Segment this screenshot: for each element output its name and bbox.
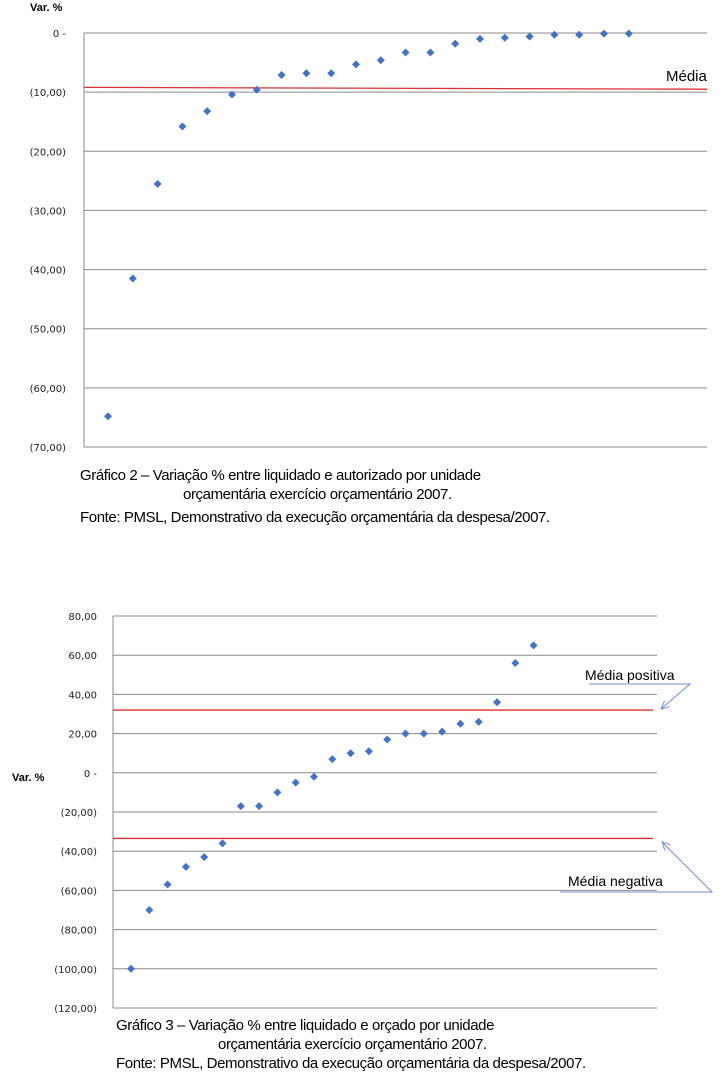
chart-2-data-point (347, 749, 355, 757)
chart-1-source: Fonte: PMSL, Demonstrativo da execução orçamentária da despesa/2007. (80, 509, 550, 526)
chart-2-data-point (200, 853, 208, 861)
chart-1-data-point (550, 31, 558, 39)
chart-2-data-point (475, 718, 483, 726)
chart-1-reference-line (84, 87, 707, 89)
chart-1-y-tick-label: (20,00) (29, 147, 66, 159)
chart-2-data-point (328, 755, 336, 763)
chart-1-data-point (154, 180, 162, 188)
chart-1-data-point (426, 49, 434, 57)
chart-1-data-point (129, 274, 137, 282)
chart-1-caption-line-1: Gráfico 2 – Variação % entre liquidado e autorizado por unidade (80, 467, 481, 484)
chart-1-data-point (402, 49, 410, 57)
chart-2-data-point (310, 773, 318, 781)
chart-2-data-point (493, 698, 501, 706)
chart-2-data-point (438, 728, 446, 736)
chart-2-y-tick-label: 80,00 (68, 612, 97, 623)
chart-1-data-point (501, 34, 509, 42)
chart-2-reference-line-label: Média positiva (585, 667, 675, 683)
chart-2-y-tick-label: 0 - (83, 768, 97, 780)
chart-1-data-point (575, 31, 583, 39)
chart-2-y-tick-label: (80,00) (60, 925, 97, 937)
chart-1-reference-line-label: Média (666, 68, 707, 85)
chart-1-data-point (302, 69, 310, 77)
chart-2-y-tick-label: (120,00) (54, 1004, 97, 1015)
chart-2-reference-line-label: Média negativa (568, 873, 663, 889)
chart-1-y-tick-label: (70,00) (29, 443, 66, 454)
chart-1-y-axis-title: Var. % (30, 2, 63, 14)
chart-2-y-tick-label: (100,00) (54, 964, 97, 976)
chart-2-y-axis-title: Var. % (12, 772, 45, 784)
chart-1-data-point (203, 107, 211, 115)
chart-1-y-tick-label: (40,00) (29, 265, 66, 277)
chart-2-data-point (255, 802, 263, 810)
chart-1-data-point (625, 30, 633, 38)
chart-2-data-point (273, 788, 281, 796)
chart-1-y-tick-label: (10,00) (29, 88, 66, 100)
chart-1-data-point (178, 122, 186, 130)
chart-1-y-tick-label: (50,00) (29, 324, 66, 336)
chart-1-data-point (104, 412, 112, 420)
chart-1-y-tick-label: (30,00) (29, 206, 66, 218)
chart-1 (30, 2, 708, 454)
chart-2-source: Fonte: PMSL, Demonstrativo da execução orçamentária da despesa/2007. (116, 1055, 586, 1072)
chart-1-y-tick-label: 0 - (52, 29, 66, 40)
chart-1-data-point (600, 30, 608, 38)
chart-2-data-point (365, 747, 373, 755)
chart-2-y-tick-label: (60,00) (60, 886, 97, 898)
chart-1-data-point (451, 40, 459, 48)
chart-2-caption-line-2: orçamentária exercício orçamentário 2007. (218, 1036, 487, 1053)
chart-2-y-tick-label: 40,00 (68, 690, 97, 702)
chart-2-data-point (402, 730, 410, 738)
chart-1-data-point (377, 56, 385, 64)
chart-2-data-point (145, 906, 153, 914)
chart-2-data-point (182, 863, 190, 871)
chart-2-data-point (511, 659, 519, 667)
chart-1-data-point (327, 69, 335, 77)
chart-2-data-point (127, 965, 135, 973)
chart-2 (12, 612, 712, 1015)
chart-2-data-point (219, 839, 227, 847)
chart-2-y-tick-label: 60,00 (68, 651, 97, 663)
chart-2-data-point (237, 802, 245, 810)
chart-2-data-point (530, 641, 538, 649)
chart-1-data-point (526, 33, 534, 41)
chart-2-y-tick-label: 20,00 (68, 729, 97, 741)
chart-2-y-tick-label: (40,00) (60, 847, 97, 859)
chart-1-caption-line-2: orçamentária exercício orçamentário 2007. (183, 486, 452, 503)
chart-1-data-point (352, 60, 360, 68)
chart-2-data-point (420, 730, 428, 738)
chart-2-data-point (164, 881, 172, 889)
chart-1-data-point (278, 71, 286, 79)
chart-1-data-point (476, 35, 484, 43)
chart-2-callout-arrow (589, 684, 690, 709)
chart-2-data-point (383, 735, 391, 743)
chart-2-y-tick-label: (20,00) (60, 808, 97, 819)
chart-2-data-point (456, 720, 464, 728)
chart-2-data-point (292, 779, 300, 787)
chart-1-y-tick-label: (60,00) (29, 383, 66, 395)
chart-2-caption-line-1: Gráfico 3 – Variação % entre liquidado e orçado por unidade (116, 1017, 495, 1034)
